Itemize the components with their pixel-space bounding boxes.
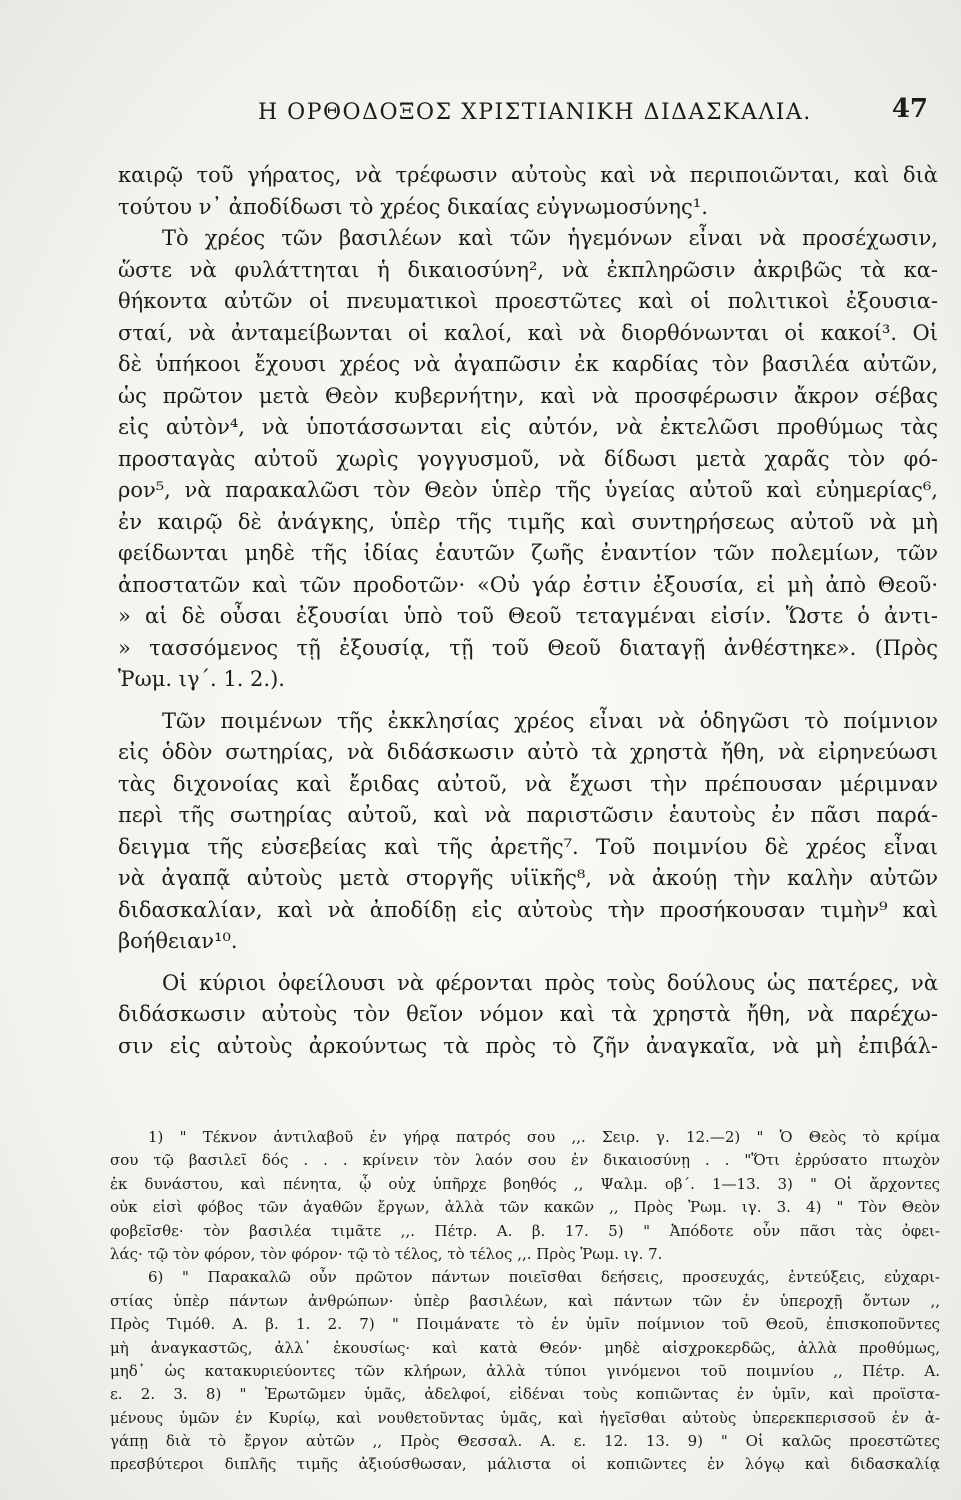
text-line: εἰς ὁδὸν σωτηρίας, νὰ διδάσκωσιν αὐτὸ τὰ χρηστὰ ἤθη, νὰ εἰρηνεύωσι <box>118 740 938 764</box>
footnote-line: ε. 2. 3. 8) " Ἐρωτῶμεν ὑμᾶς, ἀδελφοί, εἰδέναι τοὺς κοπιῶντας ἐν ὑμῖν, καὶ προϊστα- <box>110 1385 940 1404</box>
text-line: διδασκαλίαν, καὶ νὰ ἀποδίδῃ εἰς αὐτοὺς τὴν προσήκουσαν τιμὴν⁹ καὶ <box>118 897 938 922</box>
text-line: ρον⁵, νὰ παρακαλῶσι τὸν Θεὸν ὑπὲρ τῆς ὑγείας αὐτοῦ καὶ εὐημερίας⁶, <box>118 478 938 502</box>
footnote-line: φοβεῖσθε· τὸν βασιλέα τιμᾶτε ,,. Πέτρ. Α. β. 17. 5) " Ἀπόδοτε οὖν πᾶσι τὰς ὀφει- <box>110 1221 940 1240</box>
footnote-line: στίας ὑπὲρ πάντων ἀνθρώπων· ὑπὲρ βασιλέων, καὶ πάντων τῶν ἐν ὑπεροχῇ ὄντων ,, <box>110 1291 940 1310</box>
text-line: φείδωνται μηδὲ τῆς ἰδίας ἑαυτῶν ζωῆς ἐναντίον τῶν πολεμίων, τῶν <box>118 541 938 565</box>
text-line: » τασσόμενος τῇ ἐξουσίᾳ, τῇ τοῦ Θεοῦ διαταγῇ ἀνθέστηκε». (Πρὸς <box>118 635 938 660</box>
footnote-line: μένους ὑμῶν ἐν Κυρίῳ, καὶ νουθετοῦντας ὑμᾶς, καὶ ἡγεῖσθαι αὐτοὺς ὑπερεκπερισσοῦ ἐν ἀ- <box>110 1408 940 1427</box>
text-line: Τῶν ποιμένων τῆς ἐκκλησίας χρέος εἶναι νὰ ὁδηγῶσι τὸ ποίμνιον <box>162 708 938 733</box>
text-line: δὲ ὑπήκοοι ἔχουσι χρέος νὰ ἀγαπῶσιν ἐκ καρδίας τὸν βασιλέα αὐτῶν, <box>118 352 938 376</box>
text-line: Ῥωμ. ιγ΄. 1. 2.). <box>118 667 285 691</box>
page-number: 47 <box>891 94 928 124</box>
footnotes <box>110 1126 940 1477</box>
text-line: ἀποστατῶν καὶ τῶν προδοτῶν· «Οὐ γάρ ἐστιν ἐξουσία, εἰ μὴ ἀπὸ Θεοῦ· <box>118 572 938 597</box>
text-line: » αἱ δὲ οὖσαι ἐξουσίαι ὑπὸ τοῦ Θεοῦ τεταγμέναι εἰσίν. Ὥστε ὁ ἀντι- <box>118 604 938 628</box>
text-line: περὶ τῆς σωτηρίας αὐτοῦ, καὶ νὰ παριστῶσιν ἑαυτοὺς ἐν πᾶσι παρά- <box>118 803 938 827</box>
text-line: ὡς πρῶτον μετὰ Θεὸν κυβερνήτην, καὶ νὰ προσφέρωσιν ἄκρον σέβας <box>118 383 938 408</box>
footnote-line: 1) " Τέκνον ἀντιλαβοῦ ἐν γήρᾳ πατρός σου ,,. Σειρ. γ. 12.—2) " Ὁ Θεὸς τὸ κρίμα <box>148 1128 940 1146</box>
text-line: σταί, νὰ ἀνταμείβωνται οἱ καλοί, καὶ νὰ διορθόνωνται οἱ κακοί³. Οἱ <box>118 320 938 345</box>
footnote-line: σου τῷ βασιλεῖ δός . . . κρίνειν τὸν λαόν σου ἐν δικαιοσύνῃ . . "Ὅτι ἐρρύσατο πτωχὸν <box>110 1151 940 1170</box>
footnote-line: ἐκ δυνάστου, καὶ πένητα, ᾧ οὐχ ὑπῆρχε βοηθός ,, Ψαλμ. οβ΄. 1—13. 3) " Οἱ ἄρχοντες <box>110 1174 940 1193</box>
footnote-line: γάπῃ διὰ τὸ ἔργον αὐτῶν ,, Πρὸς Θεσσαλ. Α. ε. 12. 13. 9) " Οἱ καλῶς προεστῶτες <box>110 1432 940 1451</box>
main-text <box>118 160 938 1062</box>
text-line: θήκοντα αὐτῶν οἱ πνευματικοὶ προεστῶτες καὶ οἱ πολιτικοὶ ἐξουσια- <box>118 289 938 313</box>
footnote-line: μηδ᾽ ὡς κατακυριεύοντες τῶν κλήρων, ἀλλὰ τύποι γινόμενοι τοῦ ποιμνίου ,, Πέτρ. Α. <box>110 1361 940 1380</box>
text-line: τούτου ν᾽ ἀποδίδωσι τὸ χρέος δικαίας εὐγνωμοσύνης¹. <box>118 194 708 219</box>
text-line: ὥστε νὰ φυλάττηται ἡ δικαιοσύνη², νὰ ἐκπληρῶσιν ἀκριβῶς τὰ κα- <box>118 257 938 282</box>
footnote-line: οὐκ εἰσὶ φόβος τῶν ἀγαθῶν ἔργων, ἀλλὰ τῶν κακῶν ,, Πρὸς Ῥωμ. ιγ. 3. 4) " Τὸν Θεὸν <box>110 1198 940 1217</box>
text-line: διδάσκωσιν αὐτοὺς τὸν θεῖον νόμον καὶ τὰ χρηστὰ ἤθη, νὰ παρέχω- <box>118 1002 938 1026</box>
footnote-line: μὴ ἀναγκαστῶς, ἀλλ᾽ ἑκουσίως· καὶ κατὰ Θεόν· μηδὲ αἰσχροκερδῶς, ἀλλὰ προθύμως, <box>110 1338 940 1357</box>
text-line: Οἱ κύριοι ὀφείλουσι νὰ φέρονται πρὸς τοὺς δούλους ὡς πατέρες, νὰ <box>162 970 938 995</box>
running-head: Η ΟΡΘΟΔΟΞΟΣ ΧΡΙΣΤΙΑΝΙΚΗ ΔΙΔΑΣΚΑΛΙΑ. <box>258 100 812 125</box>
footnote-line: Πρὸς Τιμόθ. Α. β. 1. 2. 7) " Ποιμάνατε τὸ ἐν ὑμῖν ποίμνιον τοῦ Θεοῦ, ἐπισκοποῦντες <box>110 1315 940 1334</box>
text-line: βοήθειαν¹⁰. <box>118 929 238 953</box>
text-line: Τὸ χρέος τῶν βασιλέων καὶ τῶν ἡγεμόνων εἶναι νὰ προσέχωσιν, <box>162 226 938 250</box>
text-line: προσταγὰς αὐτοῦ χωρὶς γογγυσμοῦ, νὰ δίδωσι μετὰ χαρᾶς τὸν φό- <box>118 446 938 471</box>
text-line: εἰς αὐτὸν⁴, νὰ ὑποτάσσωνται εἰς αὐτόν, νὰ ἐκτελῶσι προθύμως τὰς <box>118 415 938 439</box>
text-line: δειγμα τῆς εὐσεβείας καὶ τῆς ἀρετῆς⁷. Τοῦ ποιμνίου δὲ χρέος εἶναι <box>118 834 938 859</box>
page-header <box>118 92 928 132</box>
text-line: νὰ ἀγαπᾷ αὐτοὺς μετὰ στοργῆς υἱϊκῆς⁸, νὰ ἀκούῃ τὴν καλὴν αὐτῶν <box>118 866 938 890</box>
footnote-line: λάς· τῷ τὸν φόρον, τὸν φόρον· τῷ τὸ τέλος, τὸ τέλος ,,. Πρὸς Ῥωμ. ιγ. 7. <box>110 1244 663 1263</box>
text-line: τὰς διχονοίας καὶ ἔριδας αὐτοῦ, νὰ ἔχωσι τὴν πρέπουσαν μέριμναν <box>118 771 938 796</box>
text-line: ἐν καιρῷ δὲ ἀνάγκης, ὑπὲρ τῆς τιμῆς καὶ συντηρήσεως αὐτοῦ νὰ μὴ <box>118 509 938 534</box>
footnote-line: πρεσβύτεροι διπλῆς τιμῆς ἀξιούσθωσαν, μάλιστα οἱ κοπιῶντες ἐν λόγῳ καὶ διδασκαλίᾳ <box>110 1455 940 1474</box>
footnote-line: 6) " Παρακαλῶ οὖν πρῶτον πάντων ποιεῖσθαι δεήσεις, προσευχάς, ἐντεύξεις, εὐχαρι- <box>148 1268 940 1287</box>
text-line: καιρῷ τοῦ γήρατος, νὰ τρέφωσιν αὐτοὺς καὶ νὰ περιποιῶνται, καὶ διὰ <box>118 163 938 187</box>
text-line: σιν εἰς αὐτοὺς ἀρκούντως τὰ πρὸς τὸ ζῆν ἀναγκαῖα, νὰ μὴ ἐπιβάλ- <box>118 1033 938 1058</box>
